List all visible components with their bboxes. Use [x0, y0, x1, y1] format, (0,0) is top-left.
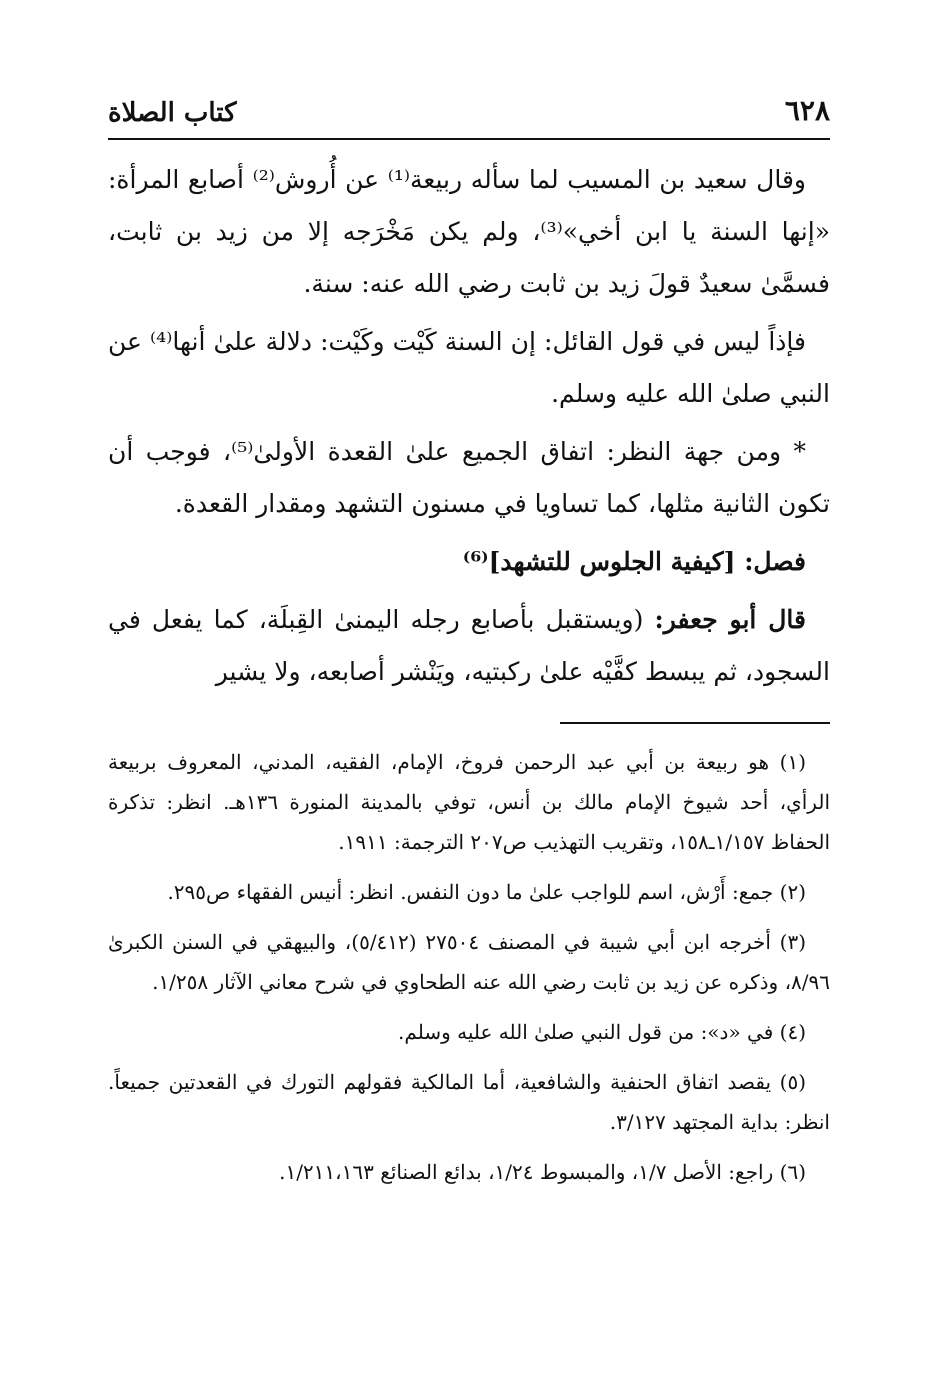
book-title: كتاب الصلاة — [108, 98, 237, 128]
section-heading: فصل: [كيفية الجلوس للتشهد]⁽⁶⁾ — [462, 547, 806, 576]
footnote: (٣) أخرجه ابن أبي شيبة في المصنف ٢٧٥٠٤ (٥/٤١٢)، والبيهقي في السنن الكبرىٰ ٨/٩٦، وذكره عن زيد بن ثابت رضي الله عنه الطحاوي في شرح معاني الآثار ١/٢٥٨. — [108, 930, 830, 994]
quote-lead: قال أبو جعفر: — [654, 605, 806, 634]
footnotes — [108, 742, 830, 1192]
paragraph: * ومن جهة النظر: اتفاق الجميع علىٰ القعدة الأولىٰ⁽⁵⁾، فوجب أن تكون الثانية مثلها، كما تساويا في مسنون التشهد ومقدار القعدة. — [108, 437, 830, 518]
main-text — [108, 154, 830, 698]
paragraph: وقال سعيد بن المسيب لما سأله ربيعة⁽¹⁾ عن أُروش⁽²⁾ أصابع المرأة: «إنها السنة يا ابن أخي»⁽³⁾، ولم يكن مَخْرَجه إلا من زيد بن ثابت، فسمَّىٰ سعيدٌ قولَ زيد بن ثابت رضي الله عنه: سنة. — [108, 165, 830, 298]
footnote-separator — [560, 722, 830, 724]
footnote: (٢) جمع: أَرْش، اسم للواجب علىٰ ما دون النفس. انظر: أنيس الفقهاء ص٢٩٥. — [167, 880, 806, 904]
footnote: (٤) في «د»: من قول النبي صلىٰ الله عليه وسلم. — [398, 1020, 806, 1044]
footnote-separator-wrap — [108, 704, 830, 742]
book-page — [108, 90, 830, 1202]
footnote: (١) هو ربيعة بن أبي عبد الرحمن فروخ، الإمام، الفقيه، المدني، المعروف بربيعة الرأي، أحد شيوخ الإمام مالك بن أنس، توفي بالمدينة المنورة ١٣٦هـ. انظر: تذكرة الحفاظ ١/١٥٧ـ١٥٨، وتقريب التهذيب ص٢٠٧ الترجمة: ١٩١١. — [108, 750, 830, 854]
page-number: ٦٢٨ — [784, 94, 830, 127]
page-header — [108, 90, 830, 140]
footnote: (٥) يقصد اتفاق الحنفية والشافعية، أما المالكية فقولهم التورك في القعدتين جميعاً. انظر: بداية المجتهد ٣/١٢٧. — [108, 1070, 830, 1134]
quote-paragraph — [108, 594, 830, 698]
quote-text: (ويستقبل بأصابع رجله اليمنىٰ القِبلَة، كما يفعل في السجود، ثم يبسط كفَّيْه علىٰ ركبتيه، ويَنْشر أصابعه، ولا يشير — [108, 605, 830, 686]
paragraph: فإذاً ليس في قول القائل: إن السنة كَيْت وكَيْت: دلالة علىٰ أنها⁽⁴⁾ عن النبي صلىٰ الله عليه وسلم. — [108, 327, 830, 408]
footnote: (٦) راجع: الأصل ١/٧، والمبسوط ١/٢٤، بدائع الصنائع ١/٢١١،١٦٣. — [279, 1160, 806, 1184]
